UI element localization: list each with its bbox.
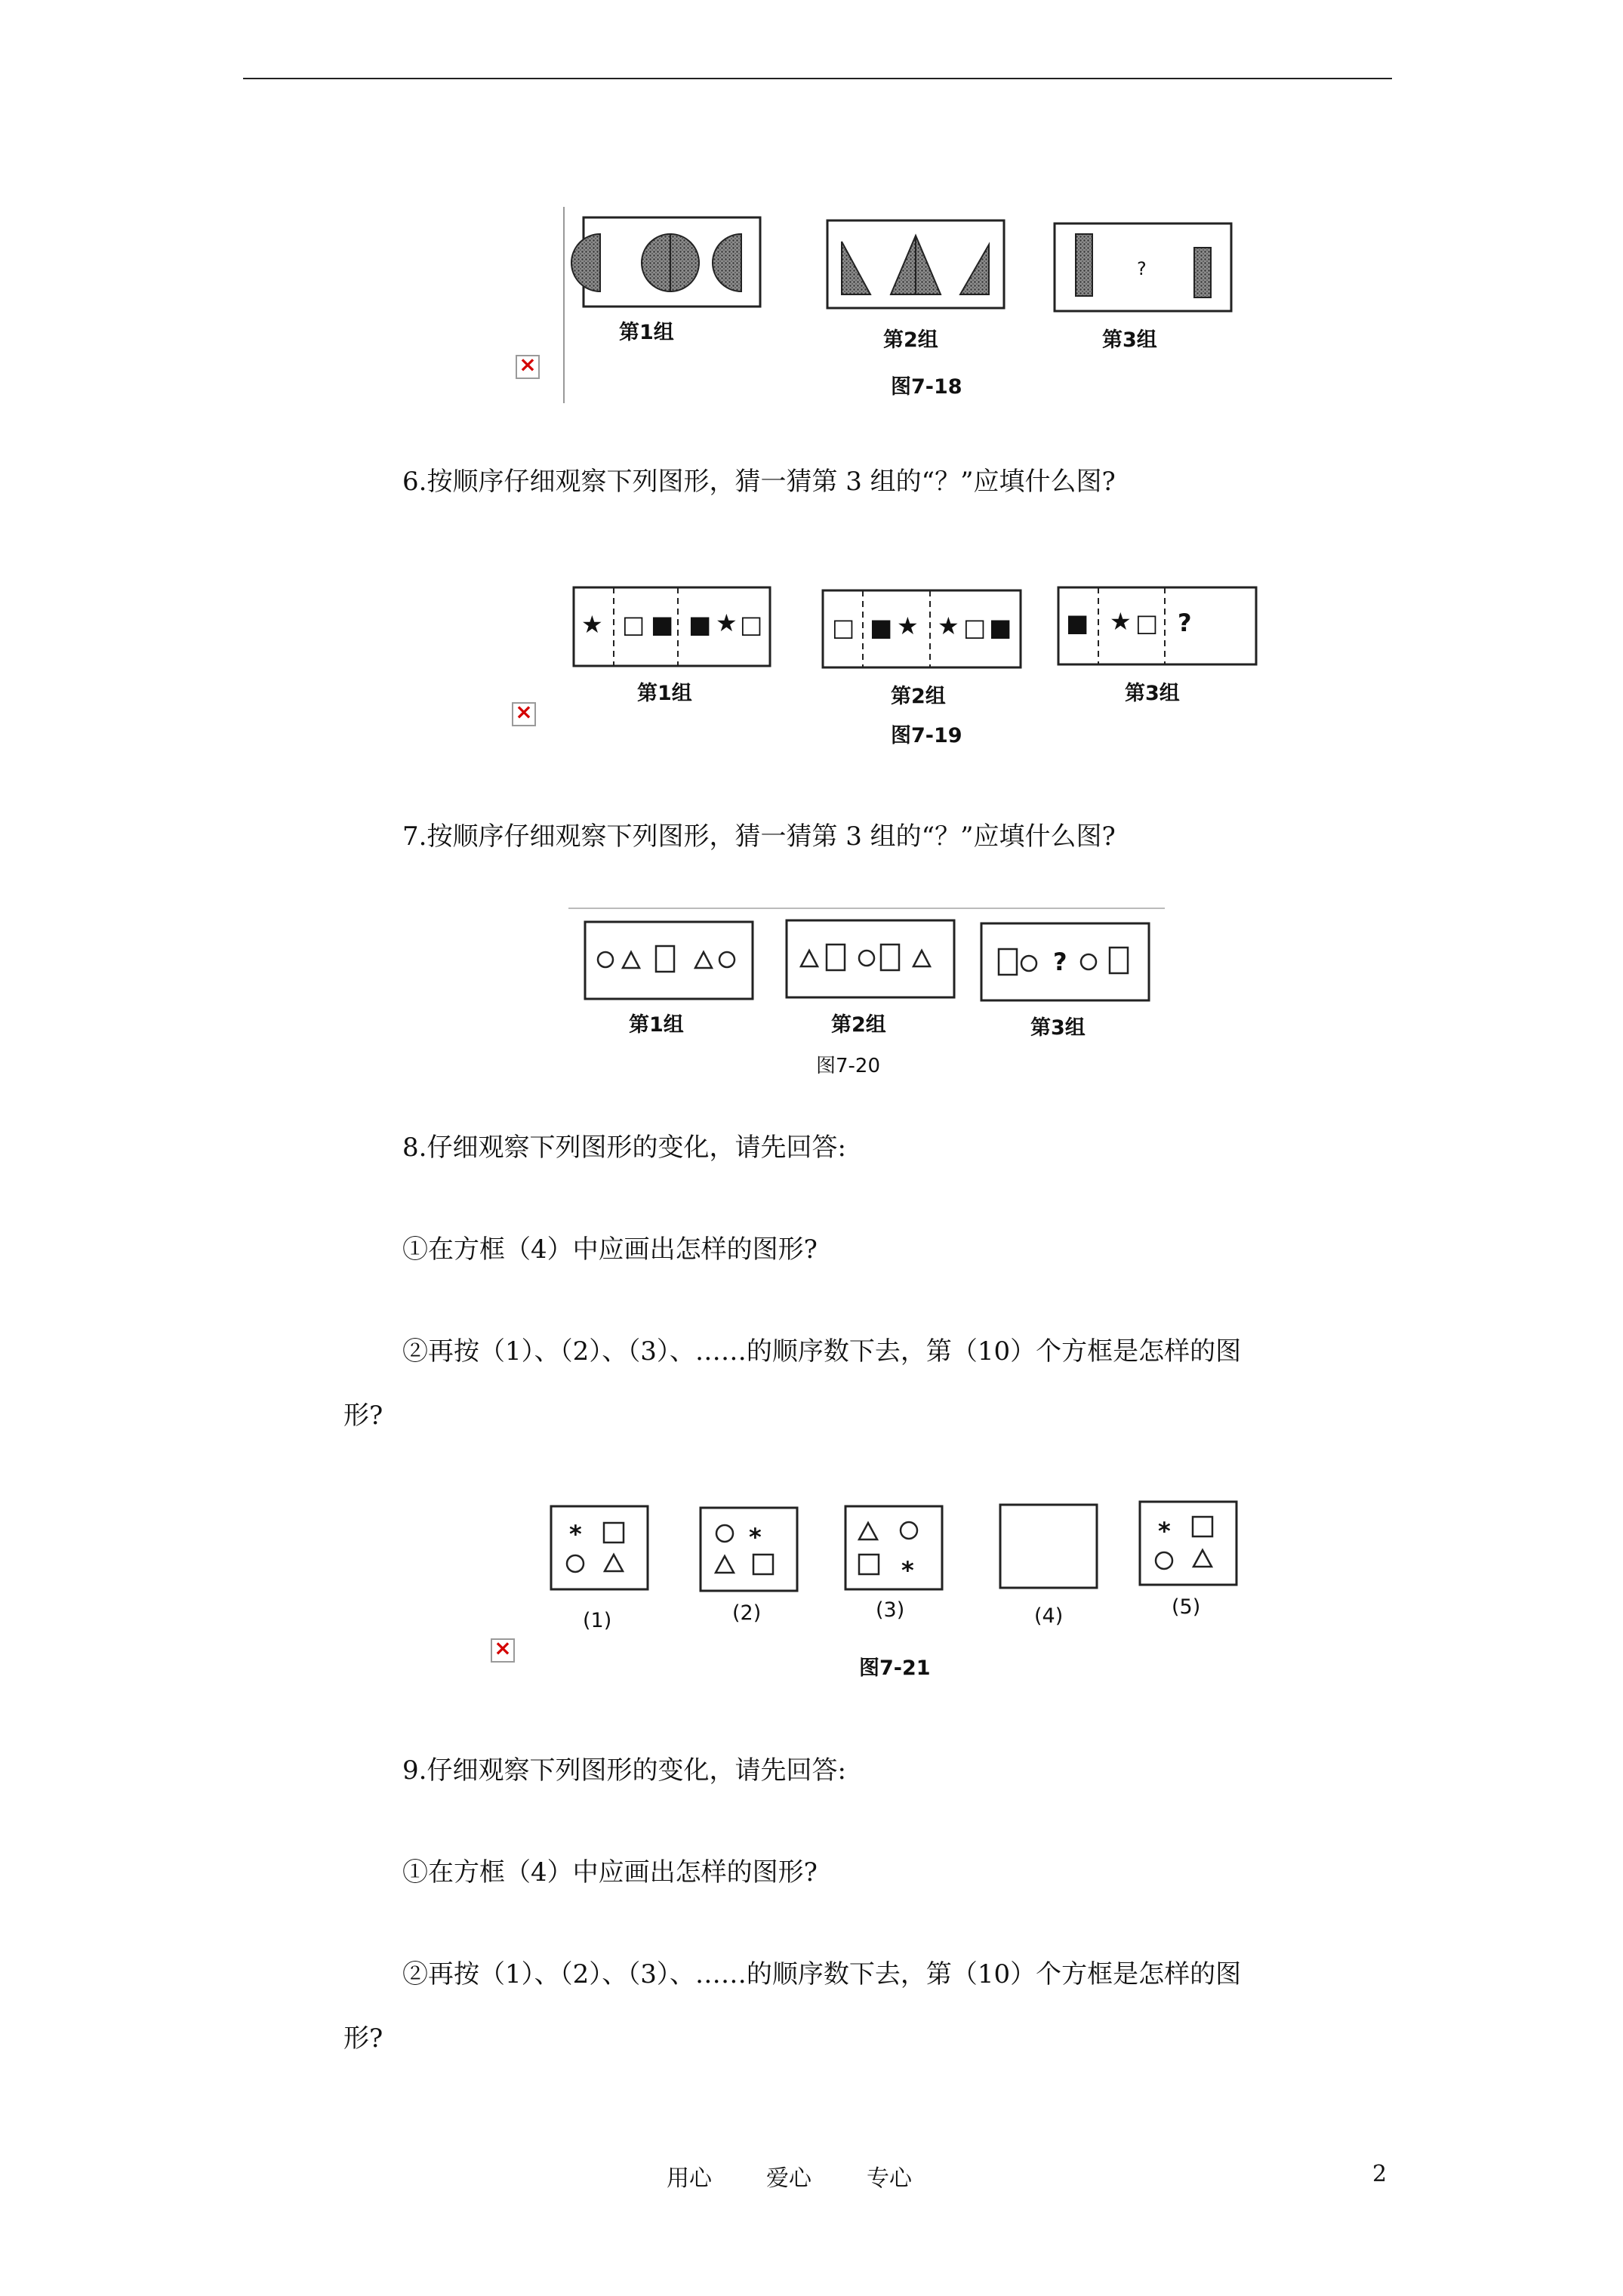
fig19-g1-symbol-4: ■	[688, 610, 712, 639]
fig18-group-3-label: 第3组	[1102, 328, 1157, 352]
fig19-g2-symbol-1: □	[832, 613, 855, 642]
fig19-group-1-label: 第1组	[637, 682, 692, 705]
fig20-group-1-label: 第1组	[629, 1013, 684, 1037]
fig19-group-2-label: 第2组	[891, 685, 946, 708]
figure-7-20	[562, 902, 1181, 1091]
fig19-g1-symbol-2: □	[622, 610, 645, 639]
fig21-box5-star: *	[1158, 1517, 1171, 1546]
header-rule	[243, 78, 1392, 79]
fig19-group-3-label: 第3组	[1125, 682, 1180, 705]
fig21-caption: 图7-21	[859, 1657, 931, 1680]
fig19-g2-symbol-5: □	[963, 613, 987, 642]
question-6: 6.按顺序仔细观察下列图形，猜一猜第 3 组的“？”应填什么图?	[402, 467, 1116, 497]
figure-7-21	[544, 1491, 1238, 1695]
fig19-g3-symbol-4: ?	[1178, 609, 1192, 637]
fig20-caption: 图7-20	[816, 1055, 881, 1077]
fig21-label-3: (3)	[876, 1598, 905, 1622]
fig19-g2-symbol-6: ■	[989, 613, 1012, 642]
fig19-g3-symbol-3: □	[1135, 609, 1159, 637]
fig18-group-2-label: 第2组	[883, 328, 938, 352]
fig21-label-1: (1)	[583, 1609, 612, 1632]
fig21-label-4: (4)	[1034, 1604, 1064, 1628]
fig20-group-3-label: 第3组	[1030, 1016, 1086, 1040]
fig19-g2-symbol-4: ★	[938, 612, 959, 640]
question-7: 7.按顺序仔细观察下列图形，猜一猜第 3 组的“？”应填什么图?	[402, 821, 1116, 852]
fig18-caption: 图7-18	[891, 375, 962, 399]
broken-image-icon	[516, 355, 540, 379]
broken-image-icon-3	[491, 1638, 515, 1663]
question-9: 9.仔细观察下列图形的变化，请先回答:	[402, 1755, 846, 1786]
fig18-question-mark: ?	[1137, 258, 1147, 279]
figure-7-18-drawing	[498, 198, 1253, 409]
fig19-g1-symbol-5: ★	[716, 609, 738, 637]
fig19-g1-symbol-6: □	[740, 610, 763, 639]
fig21-label-2: (2)	[732, 1601, 762, 1625]
fig19-g3-symbol-1: ■	[1066, 609, 1089, 637]
fig19-g3-symbol-2: ★	[1110, 607, 1132, 636]
fig21-box1-star: *	[569, 1520, 582, 1549]
question-8-part-2-line-1: ②再按（1）、（2）、（3）、……的顺序数下去，第（10）个方框是怎样的图	[402, 1336, 1242, 1367]
footer-motto-3: 专心	[867, 2165, 912, 2192]
footer-motto-2: 爱心	[766, 2165, 812, 2192]
page-number: 2	[1372, 2161, 1387, 2187]
fig21-box2-star: *	[749, 1523, 762, 1552]
question-9-part-1: ①在方框（4）中应画出怎样的图形?	[402, 1857, 818, 1888]
fig21-label-5: (5)	[1172, 1595, 1201, 1619]
fig19-g2-symbol-3: ★	[897, 612, 919, 640]
figure-7-19	[559, 574, 1283, 755]
footer-motto-1: 用心	[667, 2165, 712, 2192]
fig20-question-mark: ?	[1053, 948, 1067, 976]
figure-7-18	[498, 198, 1253, 409]
fig21-box3-star: *	[901, 1556, 914, 1585]
fig19-g2-symbol-2: ■	[870, 613, 893, 642]
fig19-g1-symbol-1: ★	[581, 610, 603, 639]
fig19-g1-symbol-3: ■	[651, 610, 674, 639]
fig19-caption: 图7-19	[891, 724, 962, 747]
fig20-group-2-label: 第2组	[831, 1013, 886, 1037]
question-9-part-2-line-2: 形?	[343, 2023, 383, 2054]
question-9-part-2-line-1: ②再按（1）、（2）、（3）、……的顺序数下去，第（10）个方框是怎样的图	[402, 1959, 1242, 1989]
question-8: 8.仔细观察下列图形的变化，请先回答:	[402, 1133, 846, 1163]
broken-image-icon-2	[512, 702, 536, 726]
question-8-part-2-line-2: 形?	[343, 1401, 383, 1431]
fig18-group-1-label: 第1组	[619, 321, 674, 344]
question-8-part-1: ①在方框（4）中应画出怎样的图形?	[402, 1234, 818, 1265]
